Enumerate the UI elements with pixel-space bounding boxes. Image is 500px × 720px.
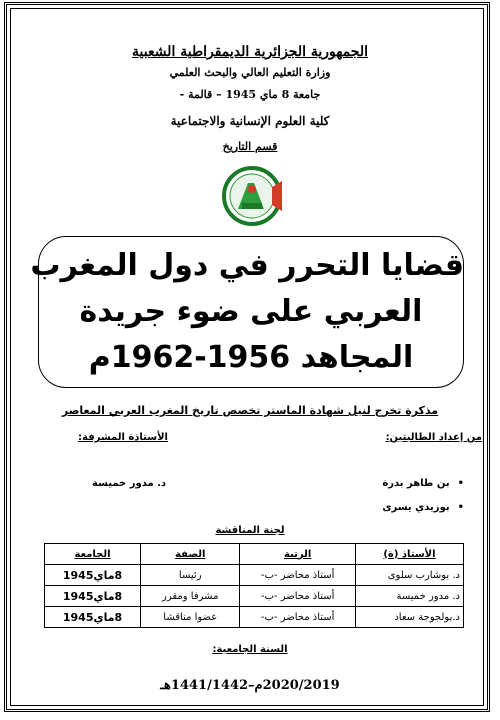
supervisor-label: الأستاذة المشرفة: [78, 432, 168, 443]
jury-rank: أستاذ محاضر -ب- [240, 607, 355, 628]
jury-professor: د. مدور خميسة [355, 586, 463, 607]
committee-label: لجنة المناقشة [215, 525, 285, 536]
faculty-heading: كلية العلوم الإنسانية والاجتماعية [170, 114, 330, 128]
table-row [45, 607, 464, 628]
student-name-2: • بوزيدي يسرى [382, 502, 464, 513]
republic-heading: الجمهورية الجزائرية الديمقراطية الشعبية [131, 44, 368, 60]
table-row [45, 586, 464, 607]
supervisor-name: د. مدور خميسة [92, 478, 167, 489]
jury-university: 8ماي1945 [45, 607, 141, 628]
jury-header-role: الصفة [141, 544, 240, 565]
thesis-title-line-1: قضايا التحرر في دول المغرب [30, 248, 464, 283]
jury-role: مشرفا ومقرر [141, 586, 240, 607]
jury-university: 8ماي1945 [45, 565, 141, 586]
jury-header-university: الجامعة [45, 544, 141, 565]
jury-header-row [45, 544, 464, 565]
jury-professor: د. بوشارب سلوى [355, 565, 463, 586]
jury-role: عضوا مناقشا [141, 607, 240, 628]
jury-university: 8ماي1945 [45, 586, 141, 607]
jury-professor: د.بولجوجة سعاد [355, 607, 463, 628]
department-heading: قسم التاريخ [222, 140, 278, 153]
jury-table [44, 543, 464, 628]
thesis-title-line-2: العربي على ضوء جريدة [79, 294, 423, 329]
thesis-title-line-3: المجاهد 1956-1962م [88, 340, 414, 375]
jury-role: رئيسا [141, 565, 240, 586]
university-heading: جامعة 8 ماي 1945 – قالمة - [179, 88, 321, 101]
academic-year: 2020/2019م–1441/1442هـ [160, 678, 340, 693]
university-logo-icon [218, 165, 288, 227]
prepared-by-label: من إعداد الطالبتين: [385, 432, 482, 443]
jury-rank: أستاذ محاضر -ب- [240, 565, 355, 586]
table-row [45, 565, 464, 586]
ministry-heading: وزارة التعليم العالي والبحث العلمي [169, 66, 331, 79]
thesis-subtitle: مذكرة تخرج لنيل شهادة الماستر تخصص تاريخ المغرب العربي المعاصر [61, 404, 439, 417]
jury-header-professor: الأستاذ (ة) [355, 544, 463, 565]
student-name-1: • بن طاهر بدرة [382, 478, 464, 489]
jury-rank: أستاذ محاضر -ب- [240, 586, 355, 607]
jury-header-rank: الرتبة [240, 544, 355, 565]
academic-year-label: السنة الجامعية: [212, 644, 288, 655]
